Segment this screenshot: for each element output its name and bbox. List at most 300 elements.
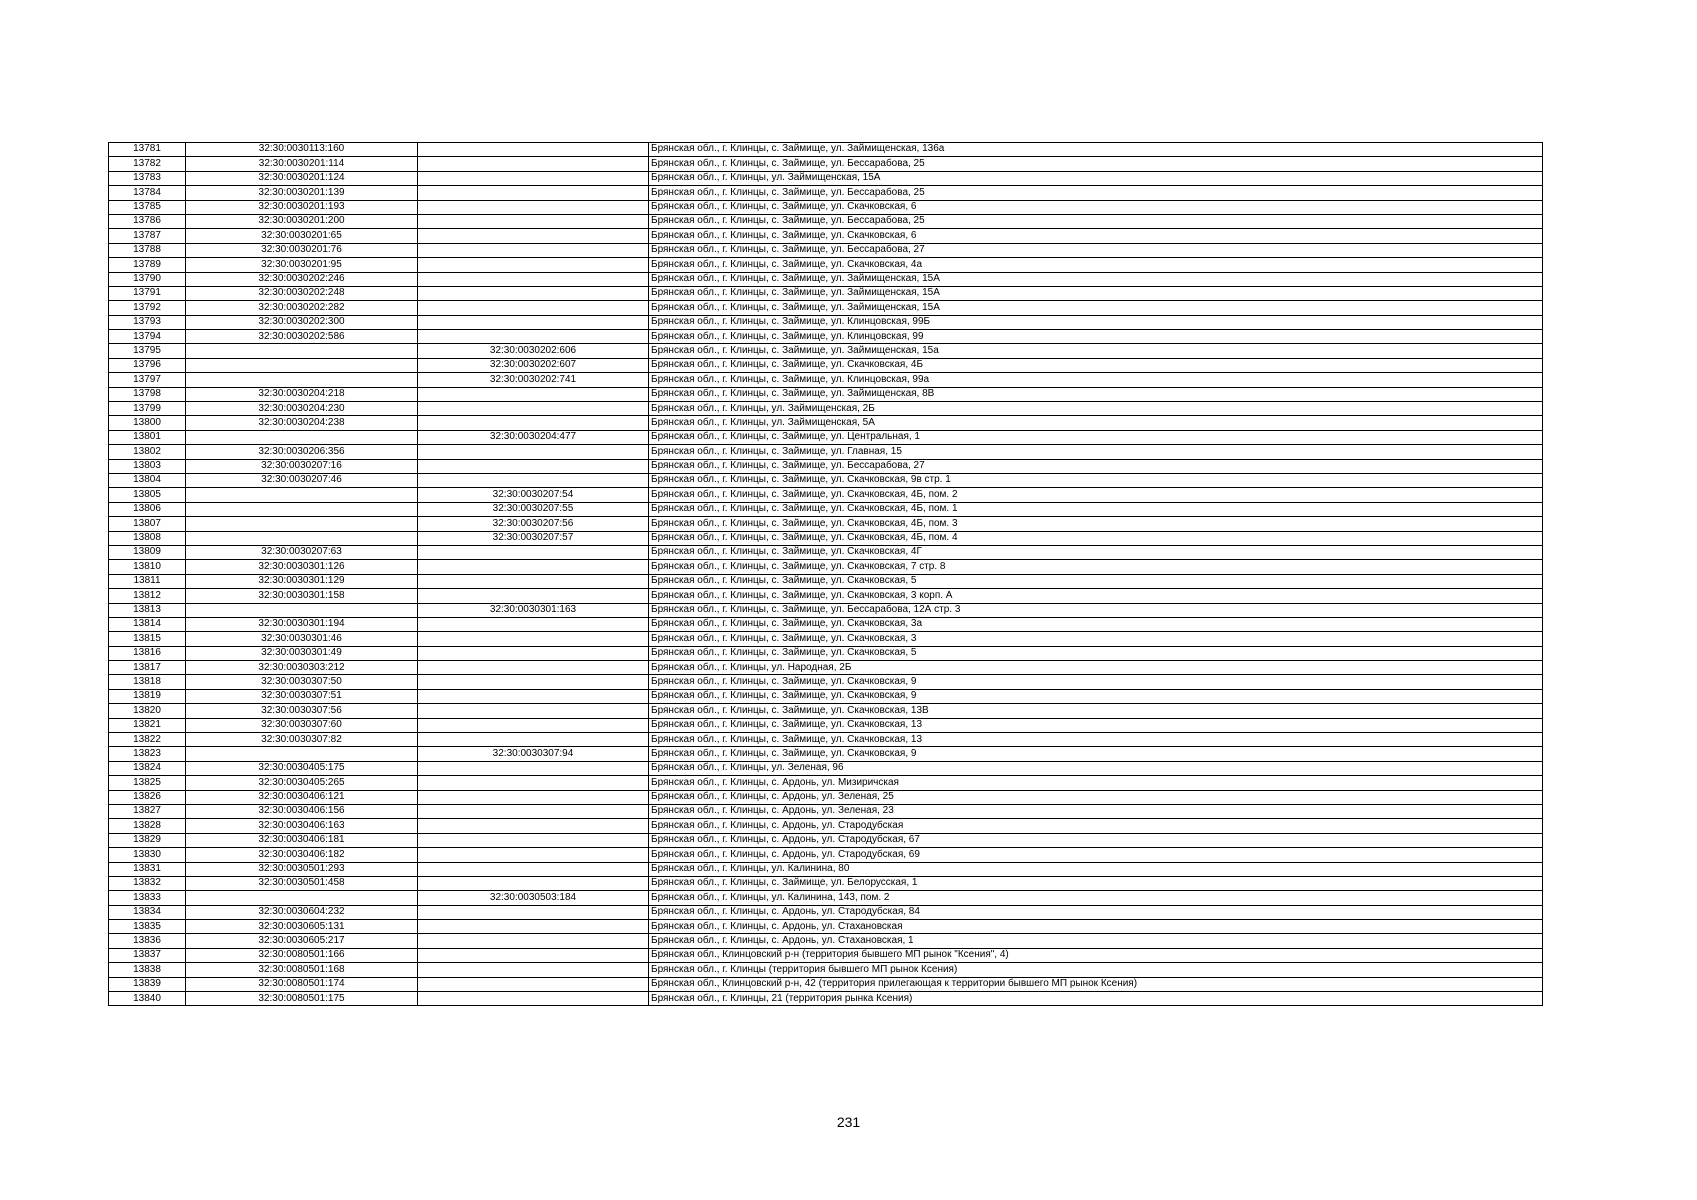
cadastral-number-cell: 32:30:0030301:194 bbox=[186, 617, 418, 631]
address-cell: Брянская обл., Клинцовский р-н (территория бывшего МП рынок "Ксения", 4) bbox=[649, 948, 1543, 962]
cadastral-number-cell: 32:30:0030303:212 bbox=[186, 661, 418, 675]
address-cell: Брянская обл., г. Клинцы, с. Займище, ул. Займищенская, 8В bbox=[649, 387, 1543, 401]
table-row bbox=[109, 531, 1543, 545]
cadastral-number-cell: 32:30:0030307:82 bbox=[186, 733, 418, 747]
cadastral-number-alt-cell bbox=[418, 186, 649, 200]
row-number-cell: 13828 bbox=[109, 819, 186, 833]
row-number-cell: 13837 bbox=[109, 948, 186, 962]
address-cell: Брянская обл., г. Клинцы, с. Ардонь, ул. Стародубская, 84 bbox=[649, 905, 1543, 919]
row-number-cell: 13799 bbox=[109, 402, 186, 416]
cadastral-number-alt-cell: 32:30:0030503:184 bbox=[418, 891, 649, 905]
row-number-cell: 13790 bbox=[109, 272, 186, 286]
address-cell: Брянская обл., г. Клинцы, с. Займище, ул. Скачковская, 7 стр. 8 bbox=[649, 560, 1543, 574]
table-row bbox=[109, 747, 1543, 761]
table-row bbox=[109, 430, 1543, 444]
table-row bbox=[109, 920, 1543, 934]
row-number-cell: 13795 bbox=[109, 344, 186, 358]
row-number-cell: 13818 bbox=[109, 675, 186, 689]
cadastral-number-alt-cell bbox=[418, 948, 649, 962]
address-cell: Брянская обл., г. Клинцы, с. Займище, ул. Бессарабова, 27 bbox=[649, 459, 1543, 473]
row-number-cell: 13787 bbox=[109, 229, 186, 243]
cadastral-number-alt-cell: 32:30:0030207:57 bbox=[418, 531, 649, 545]
row-number-cell: 13785 bbox=[109, 200, 186, 214]
cadastral-number-alt-cell bbox=[418, 330, 649, 344]
row-number-cell: 13809 bbox=[109, 545, 186, 559]
cadastral-number-alt-cell bbox=[418, 790, 649, 804]
cadastral-number-alt-cell bbox=[418, 704, 649, 718]
row-number-cell: 13836 bbox=[109, 934, 186, 948]
table-row bbox=[109, 560, 1543, 574]
address-cell: Брянская обл., г. Клинцы, с. Займище, ул. Скачковская, 9в стр. 1 bbox=[649, 473, 1543, 487]
table-row bbox=[109, 992, 1543, 1006]
cadastral-number-cell: 32:30:0030207:16 bbox=[186, 459, 418, 473]
address-cell: Брянская обл., г. Клинцы, с. Займище, ул. Скачковская, 4Б bbox=[649, 358, 1543, 372]
registry-table bbox=[108, 142, 1543, 1006]
cadastral-number-alt-cell: 32:30:0030301:163 bbox=[418, 603, 649, 617]
row-number-cell: 13816 bbox=[109, 646, 186, 660]
cadastral-number-alt-cell bbox=[418, 934, 649, 948]
cadastral-number-alt-cell bbox=[418, 733, 649, 747]
cadastral-number-cell: 32:30:0030202:282 bbox=[186, 301, 418, 315]
address-cell: Брянская обл., г. Клинцы, с. Займище, ул. Займищенская, 15А bbox=[649, 301, 1543, 315]
row-number-cell: 13800 bbox=[109, 416, 186, 430]
address-cell: Брянская обл., г. Клинцы, с. Займище, ул. Скачковская, 6 bbox=[649, 200, 1543, 214]
cadastral-number-alt-cell bbox=[418, 315, 649, 329]
row-number-cell: 13802 bbox=[109, 445, 186, 459]
table-row bbox=[109, 143, 1543, 157]
cadastral-number-cell: 32:30:0030207:63 bbox=[186, 545, 418, 559]
row-number-cell: 13825 bbox=[109, 776, 186, 790]
registry-table-container bbox=[108, 142, 1543, 1006]
table-row bbox=[109, 459, 1543, 473]
table-row bbox=[109, 229, 1543, 243]
address-cell: Брянская обл., г. Клинцы, ул. Зеленая, 96 bbox=[649, 761, 1543, 775]
table-row bbox=[109, 488, 1543, 502]
cadastral-number-alt-cell bbox=[418, 473, 649, 487]
cadastral-number-alt-cell bbox=[418, 718, 649, 732]
table-row bbox=[109, 689, 1543, 703]
table-row bbox=[109, 804, 1543, 818]
row-number-cell: 13801 bbox=[109, 430, 186, 444]
cadastral-number-alt-cell bbox=[418, 689, 649, 703]
table-row bbox=[109, 819, 1543, 833]
cadastral-number-alt-cell bbox=[418, 402, 649, 416]
table-row bbox=[109, 632, 1543, 646]
cadastral-number-cell: 32:30:0030301:158 bbox=[186, 589, 418, 603]
address-cell: Брянская обл., г. Клинцы, с. Займище, ул. Скачковская, 3а bbox=[649, 617, 1543, 631]
cadastral-number-cell: 32:30:0030307:56 bbox=[186, 704, 418, 718]
cadastral-number-alt-cell bbox=[418, 819, 649, 833]
cadastral-number-cell: 32:30:0030202:300 bbox=[186, 315, 418, 329]
address-cell: Брянская обл., г. Клинцы, с. Займище, ул. Скачковская, 3 bbox=[649, 632, 1543, 646]
cadastral-number-alt-cell bbox=[418, 632, 649, 646]
row-number-cell: 13786 bbox=[109, 214, 186, 228]
address-cell: Брянская обл., г. Клинцы, ул. Калинина, 143, пом. 2 bbox=[649, 891, 1543, 905]
address-cell: Брянская обл., г. Клинцы, с. Займище, ул. Клинцовская, 99Б bbox=[649, 315, 1543, 329]
row-number-cell: 13803 bbox=[109, 459, 186, 473]
table-row bbox=[109, 186, 1543, 200]
cadastral-number-cell bbox=[186, 358, 418, 372]
address-cell: Брянская обл., г. Клинцы, с. Займище, ул. Займищенская, 15А bbox=[649, 286, 1543, 300]
row-number-cell: 13788 bbox=[109, 243, 186, 257]
cadastral-number-cell: 32:30:0030202:586 bbox=[186, 330, 418, 344]
table-row bbox=[109, 934, 1543, 948]
row-number-cell: 13822 bbox=[109, 733, 186, 747]
cadastral-number-alt-cell bbox=[418, 545, 649, 559]
cadastral-number-cell: 32:30:0080501:166 bbox=[186, 948, 418, 962]
table-row bbox=[109, 373, 1543, 387]
cadastral-number-cell: 32:30:0030201:114 bbox=[186, 157, 418, 171]
row-number-cell: 13840 bbox=[109, 992, 186, 1006]
table-row bbox=[109, 301, 1543, 315]
address-cell: Брянская обл., г. Клинцы, ул. Займищенская, 2Б bbox=[649, 402, 1543, 416]
row-number-cell: 13821 bbox=[109, 718, 186, 732]
cadastral-number-alt-cell bbox=[418, 804, 649, 818]
cadastral-number-alt-cell bbox=[418, 272, 649, 286]
cadastral-number-alt-cell bbox=[418, 920, 649, 934]
address-cell: Брянская обл., г. Клинцы, с. Ардонь, ул. Стародубская bbox=[649, 819, 1543, 833]
address-cell: Брянская обл., г. Клинцы, с. Ардонь, ул. Зеленая, 25 bbox=[649, 790, 1543, 804]
cadastral-number-cell bbox=[186, 517, 418, 531]
row-number-cell: 13796 bbox=[109, 358, 186, 372]
table-row bbox=[109, 833, 1543, 847]
table-row bbox=[109, 848, 1543, 862]
cadastral-number-cell: 32:30:0030605:217 bbox=[186, 934, 418, 948]
table-row bbox=[109, 330, 1543, 344]
cadastral-number-alt-cell bbox=[418, 574, 649, 588]
table-row bbox=[109, 718, 1543, 732]
table-row bbox=[109, 517, 1543, 531]
cadastral-number-cell bbox=[186, 891, 418, 905]
address-cell: Брянская обл., г. Клинцы, с. Ардонь, ул. Мизиричская bbox=[649, 776, 1543, 790]
address-cell: Брянская обл., г. Клинцы, с. Займище, ул. Займищенская, 15А bbox=[649, 272, 1543, 286]
address-cell: Брянская обл., г. Клинцы, с. Займище, ул. Скачковская, 4Б, пом. 1 bbox=[649, 502, 1543, 516]
cadastral-number-alt-cell bbox=[418, 661, 649, 675]
row-number-cell: 13823 bbox=[109, 747, 186, 761]
cadastral-number-cell bbox=[186, 747, 418, 761]
row-number-cell: 13792 bbox=[109, 301, 186, 315]
address-cell: Брянская обл., г. Клинцы, с. Займище, ул. Бессарабова, 25 bbox=[649, 186, 1543, 200]
address-cell: Брянская обл., г. Клинцы, с. Займище, ул. Бессарабова, 25 bbox=[649, 214, 1543, 228]
address-cell: Брянская обл., г. Клинцы, с. Займище, ул. Клинцовская, 99 bbox=[649, 330, 1543, 344]
row-number-cell: 13814 bbox=[109, 617, 186, 631]
table-row bbox=[109, 200, 1543, 214]
cadastral-number-alt-cell bbox=[418, 243, 649, 257]
row-number-cell: 13834 bbox=[109, 905, 186, 919]
address-cell: Брянская обл., г. Клинцы, с. Займище, ул. Скачковская, 13 bbox=[649, 718, 1543, 732]
cadastral-number-cell: 32:30:0030201:200 bbox=[186, 214, 418, 228]
address-cell: Брянская обл., г. Клинцы, с. Займище, ул. Скачковская, 4Б, пом. 2 bbox=[649, 488, 1543, 502]
address-cell: Брянская обл., г. Клинцы, с. Займище, ул. Клинцовская, 99а bbox=[649, 373, 1543, 387]
cadastral-number-cell: 32:30:0030307:60 bbox=[186, 718, 418, 732]
row-number-cell: 13781 bbox=[109, 143, 186, 157]
row-number-cell: 13830 bbox=[109, 848, 186, 862]
cadastral-number-alt-cell bbox=[418, 992, 649, 1006]
address-cell: Брянская обл., г. Клинцы, с. Займище, ул. Главная, 15 bbox=[649, 445, 1543, 459]
address-cell: Брянская обл., г. Клинцы, с. Ардонь, ул. Стахановская, 1 bbox=[649, 934, 1543, 948]
table-row bbox=[109, 358, 1543, 372]
table-row bbox=[109, 977, 1543, 991]
row-number-cell: 13783 bbox=[109, 171, 186, 185]
table-row bbox=[109, 761, 1543, 775]
table-row bbox=[109, 963, 1543, 977]
cadastral-number-alt-cell bbox=[418, 157, 649, 171]
cadastral-number-cell: 32:30:0030406:156 bbox=[186, 804, 418, 818]
cadastral-number-alt-cell bbox=[418, 416, 649, 430]
table-row bbox=[109, 286, 1543, 300]
address-cell: Брянская обл., г. Клинцы, с. Займище, ул. Бессарабова, 25 bbox=[649, 157, 1543, 171]
cadastral-number-cell: 32:30:0030201:76 bbox=[186, 243, 418, 257]
row-number-cell: 13826 bbox=[109, 790, 186, 804]
cadastral-number-alt-cell bbox=[418, 589, 649, 603]
address-cell: Брянская обл., г. Клинцы, ул. Калинина, 80 bbox=[649, 862, 1543, 876]
registry-table-body bbox=[109, 143, 1543, 1006]
address-cell: Брянская обл., г. Клинцы, с. Займище, ул. Скачковская, 5 bbox=[649, 574, 1543, 588]
cadastral-number-alt-cell: 32:30:0030204:477 bbox=[418, 430, 649, 444]
cadastral-number-alt-cell bbox=[418, 646, 649, 660]
address-cell: Брянская обл., г. Клинцы, с. Займище, ул. Скачковская, 9 bbox=[649, 689, 1543, 703]
cadastral-number-cell: 32:30:0030405:265 bbox=[186, 776, 418, 790]
address-cell: Брянская обл., г. Клинцы, с. Займище, ул. Скачковская, 4Г bbox=[649, 545, 1543, 559]
address-cell: Брянская обл., г. Клинцы, с. Займище, ул. Скачковская, 4Б, пом. 4 bbox=[649, 531, 1543, 545]
cadastral-number-alt-cell bbox=[418, 229, 649, 243]
cadastral-number-cell: 32:30:0030201:65 bbox=[186, 229, 418, 243]
cadastral-number-alt-cell: 32:30:0030307:94 bbox=[418, 747, 649, 761]
address-cell: Брянская обл., г. Клинцы, ул. Займищенская, 15А bbox=[649, 171, 1543, 185]
cadastral-number-alt-cell bbox=[418, 848, 649, 862]
cadastral-number-alt-cell bbox=[418, 286, 649, 300]
address-cell: Брянская обл., г. Клинцы, с. Займище, ул. Займищенская, 136а bbox=[649, 143, 1543, 157]
address-cell: Брянская обл., г. Клинцы, с. Займище, ул. Бессарабова, 12А стр. 3 bbox=[649, 603, 1543, 617]
cadastral-number-cell: 32:30:0030206:356 bbox=[186, 445, 418, 459]
cadastral-number-cell: 32:30:0030301:49 bbox=[186, 646, 418, 660]
address-cell: Брянская обл., г. Клинцы, с. Займище, ул. Скачковская, 6 bbox=[649, 229, 1543, 243]
cadastral-number-cell: 32:30:0030204:218 bbox=[186, 387, 418, 401]
cadastral-number-cell bbox=[186, 531, 418, 545]
address-cell: Брянская обл., г. Клинцы, с. Займище, ул. Скачковская, 9 bbox=[649, 747, 1543, 761]
cadastral-number-alt-cell bbox=[418, 617, 649, 631]
row-number-cell: 13807 bbox=[109, 517, 186, 531]
cadastral-number-cell: 32:30:0030201:95 bbox=[186, 258, 418, 272]
cadastral-number-cell: 32:30:0030207:46 bbox=[186, 473, 418, 487]
table-row bbox=[109, 862, 1543, 876]
cadastral-number-alt-cell bbox=[418, 560, 649, 574]
table-row bbox=[109, 402, 1543, 416]
cadastral-number-cell bbox=[186, 373, 418, 387]
row-number-cell: 13817 bbox=[109, 661, 186, 675]
address-cell: Брянская обл., г. Клинцы, ул. Займищенская, 5А bbox=[649, 416, 1543, 430]
cadastral-number-alt-cell bbox=[418, 876, 649, 890]
table-row bbox=[109, 214, 1543, 228]
cadastral-number-alt-cell bbox=[418, 675, 649, 689]
row-number-cell: 13784 bbox=[109, 186, 186, 200]
address-cell: Брянская обл., г. Клинцы, с. Займище, ул. Скачковская, 13В bbox=[649, 704, 1543, 718]
row-number-cell: 13819 bbox=[109, 689, 186, 703]
table-row bbox=[109, 646, 1543, 660]
table-row bbox=[109, 617, 1543, 631]
cadastral-number-cell: 32:30:0080501:168 bbox=[186, 963, 418, 977]
address-cell: Брянская обл., г. Клинцы, с. Займище, ул. Скачковская, 9 bbox=[649, 675, 1543, 689]
row-number-cell: 13833 bbox=[109, 891, 186, 905]
cadastral-number-alt-cell bbox=[418, 862, 649, 876]
cadastral-number-cell: 32:30:0030204:230 bbox=[186, 402, 418, 416]
row-number-cell: 13815 bbox=[109, 632, 186, 646]
row-number-cell: 13824 bbox=[109, 761, 186, 775]
row-number-cell: 13793 bbox=[109, 315, 186, 329]
cadastral-number-cell: 32:30:0030201:193 bbox=[186, 200, 418, 214]
cadastral-number-alt-cell bbox=[418, 977, 649, 991]
cadastral-number-alt-cell bbox=[418, 761, 649, 775]
table-row bbox=[109, 258, 1543, 272]
cadastral-number-alt-cell bbox=[418, 214, 649, 228]
table-row bbox=[109, 603, 1543, 617]
cadastral-number-cell: 32:30:0030307:51 bbox=[186, 689, 418, 703]
cadastral-number-alt-cell bbox=[418, 387, 649, 401]
row-number-cell: 13804 bbox=[109, 473, 186, 487]
table-row bbox=[109, 502, 1543, 516]
cadastral-number-cell: 32:30:0030113:160 bbox=[186, 143, 418, 157]
cadastral-number-cell bbox=[186, 488, 418, 502]
cadastral-number-cell: 32:30:0030307:50 bbox=[186, 675, 418, 689]
table-row bbox=[109, 445, 1543, 459]
address-cell: Брянская обл., г. Клинцы (территория бывшего МП рынок Ксения) bbox=[649, 963, 1543, 977]
row-number-cell: 13797 bbox=[109, 373, 186, 387]
table-row bbox=[109, 661, 1543, 675]
row-number-cell: 13831 bbox=[109, 862, 186, 876]
table-row bbox=[109, 704, 1543, 718]
table-row bbox=[109, 589, 1543, 603]
address-cell: Брянская обл., г. Клинцы, с. Займище, ул. Центральная, 1 bbox=[649, 430, 1543, 444]
cadastral-number-cell: 32:30:0030301:129 bbox=[186, 574, 418, 588]
cadastral-number-cell bbox=[186, 502, 418, 516]
cadastral-number-alt-cell bbox=[418, 200, 649, 214]
cadastral-number-alt-cell bbox=[418, 445, 649, 459]
table-row bbox=[109, 473, 1543, 487]
cadastral-number-alt-cell bbox=[418, 963, 649, 977]
cadastral-number-cell: 32:30:0030406:182 bbox=[186, 848, 418, 862]
row-number-cell: 13835 bbox=[109, 920, 186, 934]
cadastral-number-alt-cell: 32:30:0030207:55 bbox=[418, 502, 649, 516]
cadastral-number-alt-cell: 32:30:0030202:741 bbox=[418, 373, 649, 387]
cadastral-number-cell: 32:30:0030501:458 bbox=[186, 876, 418, 890]
address-cell: Брянская обл., г. Клинцы, с. Займище, ул. Займищенская, 15а bbox=[649, 344, 1543, 358]
cadastral-number-alt-cell: 32:30:0030207:56 bbox=[418, 517, 649, 531]
row-number-cell: 13789 bbox=[109, 258, 186, 272]
row-number-cell: 13829 bbox=[109, 833, 186, 847]
address-cell: Брянская обл., г. Клинцы, с. Займище, ул. Скачковская, 4а bbox=[649, 258, 1543, 272]
table-row bbox=[109, 171, 1543, 185]
table-row bbox=[109, 545, 1543, 559]
row-number-cell: 13806 bbox=[109, 502, 186, 516]
cadastral-number-alt-cell bbox=[418, 301, 649, 315]
row-number-cell: 13782 bbox=[109, 157, 186, 171]
table-row bbox=[109, 733, 1543, 747]
table-row bbox=[109, 948, 1543, 962]
table-row bbox=[109, 574, 1543, 588]
row-number-cell: 13798 bbox=[109, 387, 186, 401]
row-number-cell: 13827 bbox=[109, 804, 186, 818]
cadastral-number-cell: 32:30:0030406:163 bbox=[186, 819, 418, 833]
address-cell: Брянская обл., г. Клинцы, с. Займище, ул. Скачковская, 13 bbox=[649, 733, 1543, 747]
table-row bbox=[109, 315, 1543, 329]
cadastral-number-cell: 32:30:0030406:181 bbox=[186, 833, 418, 847]
table-row bbox=[109, 243, 1543, 257]
cadastral-number-cell bbox=[186, 430, 418, 444]
address-cell: Брянская обл., г. Клинцы, с. Ардонь, ул. Стародубская, 69 bbox=[649, 848, 1543, 862]
row-number-cell: 13808 bbox=[109, 531, 186, 545]
table-row bbox=[109, 344, 1543, 358]
address-cell: Брянская обл., г. Клинцы, с. Займище, ул. Бессарабова, 27 bbox=[649, 243, 1543, 257]
table-row bbox=[109, 891, 1543, 905]
row-number-cell: 13812 bbox=[109, 589, 186, 603]
table-row bbox=[109, 776, 1543, 790]
cadastral-number-cell: 32:30:0030405:175 bbox=[186, 761, 418, 775]
cadastral-number-alt-cell bbox=[418, 258, 649, 272]
address-cell: Брянская обл., г. Клинцы, с. Займище, ул. Скачковская, 5 bbox=[649, 646, 1543, 660]
cadastral-number-cell: 32:30:0030406:121 bbox=[186, 790, 418, 804]
address-cell: Брянская обл., г. Клинцы, 21 (территория рынка Ксения) bbox=[649, 992, 1543, 1006]
address-cell: Брянская обл., г. Клинцы, с. Займище, ул. Скачковская, 3 корп. А bbox=[649, 589, 1543, 603]
cadastral-number-alt-cell bbox=[418, 905, 649, 919]
row-number-cell: 13820 bbox=[109, 704, 186, 718]
table-row bbox=[109, 416, 1543, 430]
row-number-cell: 13832 bbox=[109, 876, 186, 890]
address-cell: Брянская обл., г. Клинцы, с. Займище, ул. Белорусская, 1 bbox=[649, 876, 1543, 890]
address-cell: Брянская обл., г. Клинцы, с. Ардонь, ул. Стародубская, 67 bbox=[649, 833, 1543, 847]
address-cell: Брянская обл., г. Клинцы, с. Займище, ул. Скачковская, 4Б, пом. 3 bbox=[649, 517, 1543, 531]
cadastral-number-cell: 32:30:0030604:232 bbox=[186, 905, 418, 919]
cadastral-number-alt-cell: 32:30:0030202:607 bbox=[418, 358, 649, 372]
address-cell: Брянская обл., Клинцовский р-н, 42 (территория прилегающая к территории бывшего МП рынок Ксения) bbox=[649, 977, 1543, 991]
cadastral-number-cell: 32:30:0030202:246 bbox=[186, 272, 418, 286]
cadastral-number-alt-cell bbox=[418, 459, 649, 473]
cadastral-number-cell: 32:30:0030301:126 bbox=[186, 560, 418, 574]
table-row bbox=[109, 387, 1543, 401]
table-row bbox=[109, 157, 1543, 171]
cadastral-number-cell: 32:30:0030201:139 bbox=[186, 186, 418, 200]
cadastral-number-cell bbox=[186, 344, 418, 358]
cadastral-number-alt-cell: 32:30:0030202:606 bbox=[418, 344, 649, 358]
cadastral-number-cell: 32:30:0080501:175 bbox=[186, 992, 418, 1006]
row-number-cell: 13805 bbox=[109, 488, 186, 502]
cadastral-number-cell bbox=[186, 603, 418, 617]
cadastral-number-alt-cell bbox=[418, 776, 649, 790]
cadastral-number-alt-cell bbox=[418, 171, 649, 185]
cadastral-number-alt-cell bbox=[418, 833, 649, 847]
page-number: 231 bbox=[836, 1114, 861, 1130]
row-number-cell: 13794 bbox=[109, 330, 186, 344]
table-row bbox=[109, 905, 1543, 919]
cadastral-number-alt-cell: 32:30:0030207:54 bbox=[418, 488, 649, 502]
cadastral-number-cell: 32:30:0030501:293 bbox=[186, 862, 418, 876]
cadastral-number-cell: 32:30:0030202:248 bbox=[186, 286, 418, 300]
row-number-cell: 13838 bbox=[109, 963, 186, 977]
table-row bbox=[109, 675, 1543, 689]
row-number-cell: 13839 bbox=[109, 977, 186, 991]
row-number-cell: 13791 bbox=[109, 286, 186, 300]
address-cell: Брянская обл., г. Клинцы, ул. Народная, 2Б bbox=[649, 661, 1543, 675]
row-number-cell: 13811 bbox=[109, 574, 186, 588]
cadastral-number-cell: 32:30:0030204:238 bbox=[186, 416, 418, 430]
address-cell: Брянская обл., г. Клинцы, с. Ардонь, ул. Стахановская bbox=[649, 920, 1543, 934]
cadastral-number-cell: 32:30:0030301:46 bbox=[186, 632, 418, 646]
cadastral-number-cell: 32:30:0080501:174 bbox=[186, 977, 418, 991]
row-number-cell: 13810 bbox=[109, 560, 186, 574]
table-row bbox=[109, 272, 1543, 286]
table-row bbox=[109, 790, 1543, 804]
cadastral-number-cell: 32:30:0030605:131 bbox=[186, 920, 418, 934]
cadastral-number-alt-cell bbox=[418, 143, 649, 157]
